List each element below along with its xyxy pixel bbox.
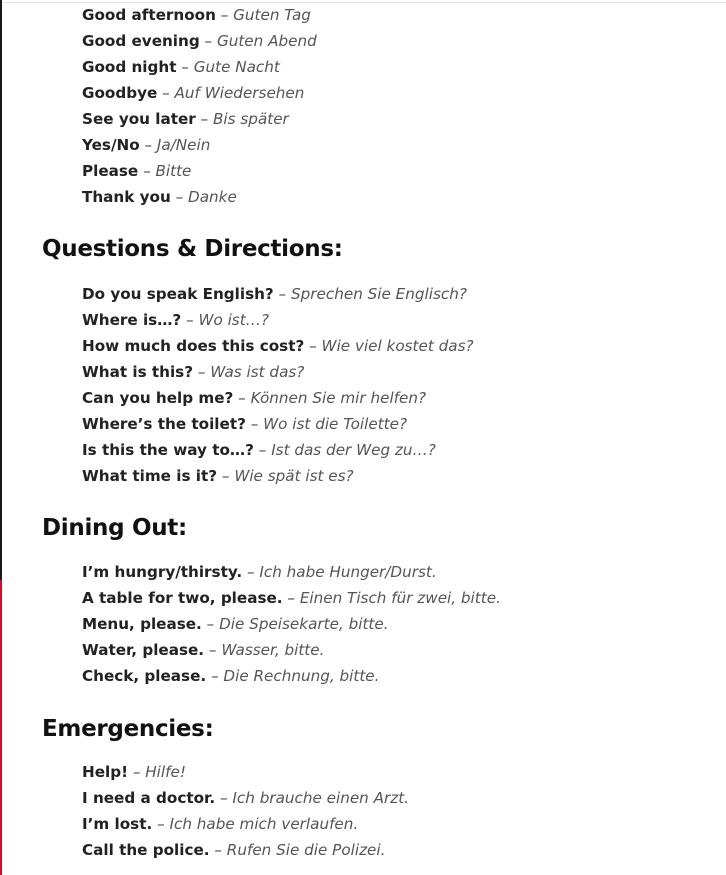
separator: –	[210, 667, 219, 685]
english-phrase: I’m hungry/thirsty.	[82, 563, 243, 581]
english-phrase: Good night	[82, 58, 177, 76]
english-phrase: Water, please.	[82, 641, 205, 659]
german-translation: Die Rechnung, bitte.	[223, 667, 380, 685]
german-translation: Wie viel kostet das?	[321, 337, 474, 355]
separator: –	[186, 311, 194, 329]
german-translation: Die Speisekarte, bitte.	[219, 615, 389, 633]
separator: –	[206, 615, 215, 633]
english-phrase: Menu, please.	[82, 615, 202, 633]
separator: –	[175, 188, 184, 206]
german-translation: Sprechen Sie Englisch?	[291, 285, 467, 303]
separator: –	[221, 467, 230, 485]
german-translation: Was ist das?	[210, 363, 305, 381]
separator: –	[278, 285, 287, 303]
separator: –	[250, 415, 259, 433]
separator: –	[309, 337, 317, 355]
section-heading-questions: Questions & Directions:	[42, 236, 343, 262]
english-phrase: How much does this cost?	[82, 337, 305, 355]
separator: –	[132, 763, 141, 781]
left-edge-accent	[0, 580, 2, 875]
english-phrase: See you later	[82, 110, 196, 128]
english-phrase: Goodbye	[82, 84, 158, 102]
german-translation: Ist das der Weg zu…?	[271, 441, 436, 459]
separator: –	[143, 162, 151, 180]
english-phrase: Check, please.	[82, 667, 207, 685]
german-translation: Wasser, bitte.	[221, 641, 325, 659]
german-translation: Guten Tag	[233, 6, 311, 24]
german-translation: Können Sie mir helfen?	[250, 389, 427, 407]
english-phrase: Can you help me?	[82, 389, 234, 407]
german-translation: Danke	[188, 188, 237, 206]
separator: –	[181, 58, 189, 76]
left-edge-dark	[0, 0, 2, 580]
separator: –	[204, 32, 213, 50]
separator: –	[258, 441, 267, 459]
english-phrase: Where’s the toilet?	[82, 415, 246, 433]
german-translation: Ich brauche einen Arzt.	[232, 789, 410, 807]
german-translation: Rufen Sie die Polizei.	[226, 841, 386, 859]
german-translation: Guten Abend	[216, 32, 317, 50]
separator: –	[200, 110, 209, 128]
german-translation: Ja/Nein	[156, 136, 211, 154]
section-heading-dining: Dining Out:	[42, 515, 187, 541]
german-translation: Bis später	[213, 110, 289, 128]
separator: –	[214, 841, 222, 859]
separator: –	[144, 136, 153, 154]
german-translation: Wo ist die Toilette?	[263, 415, 408, 433]
german-translation: Hilfe!	[145, 763, 186, 781]
english-phrase: I need a doctor.	[82, 789, 216, 807]
english-phrase: Help!	[82, 763, 129, 781]
english-phrase: Do you speak English?	[82, 285, 274, 303]
english-phrase: Good evening	[82, 32, 200, 50]
german-translation: Wo ist…?	[198, 311, 269, 329]
english-phrase: Yes/No	[82, 136, 140, 154]
separator: –	[246, 563, 255, 581]
english-phrase: What time is it?	[82, 467, 218, 485]
german-translation: Ich habe mich verlaufen.	[169, 815, 359, 833]
english-phrase: A table for two, please.	[82, 589, 283, 607]
english-phrase: What is this?	[82, 363, 194, 381]
separator: –	[162, 84, 170, 102]
separator: –	[238, 389, 246, 407]
english-phrase: Good afternoon	[82, 6, 216, 24]
german-translation: Wie spät ist es?	[234, 467, 354, 485]
german-translation: Bitte	[155, 162, 192, 180]
english-phrase: Please	[82, 162, 139, 180]
separator: –	[287, 589, 295, 607]
german-translation: Auf Wiedersehen	[174, 84, 305, 102]
separator: –	[197, 363, 206, 381]
separator: –	[208, 641, 217, 659]
german-translation: Ich habe Hunger/Durst.	[259, 563, 437, 581]
german-translation: Einen Tisch für zwei, bitte.	[299, 589, 501, 607]
section-heading-emergencies: Emergencies:	[42, 716, 214, 742]
english-phrase: I’m lost.	[82, 815, 153, 833]
english-phrase: Call the police.	[82, 841, 210, 859]
english-phrase: Is this the way to…?	[82, 441, 254, 459]
german-translation: Gute Nacht	[193, 58, 280, 76]
separator: –	[219, 789, 228, 807]
english-phrase: Thank you	[82, 188, 171, 206]
english-phrase: Where is…?	[82, 311, 182, 329]
separator: –	[157, 815, 165, 833]
separator: –	[220, 6, 229, 24]
